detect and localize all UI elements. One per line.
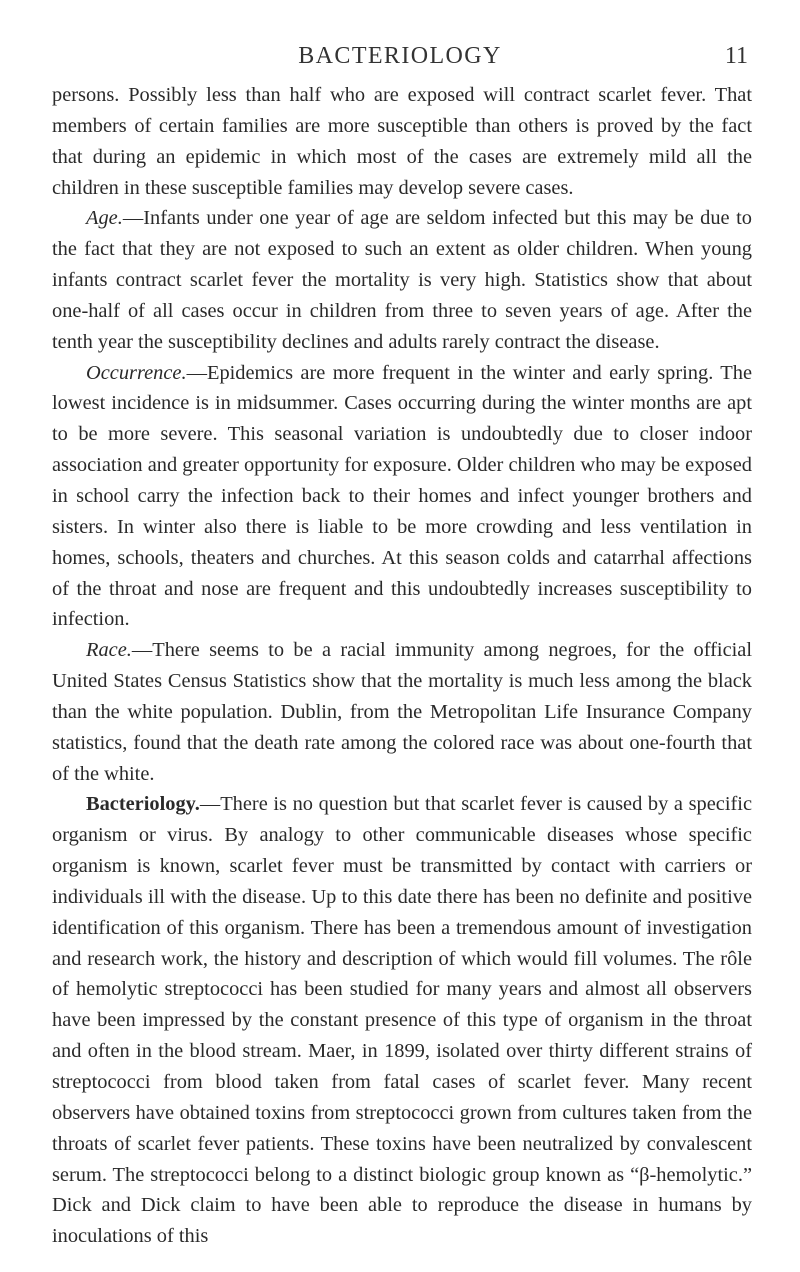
paragraph-text: —Epidemics are more frequent in the winter and early spring. The lowest incidence is in midsummer. Cases occurring during the winter months are apt to be more severe. This seasonal variation is undoubtedly due to closer indoor association and greater opportunity for exposure. Older children who may be exposed in school carry the infection back to their homes and infect younger brothers and sisters. In winter also there is liable to be more crowding and less ventilation in homes, schools, theaters and churches. At this season colds and catarrhal affections of the throat and nose are frequent and this undoubtedly increases susceptibility to infection. xyxy=(52,361,752,631)
paragraph-occurrence xyxy=(52,358,752,636)
paragraph-bacteriology xyxy=(52,789,752,1252)
paragraph-race xyxy=(52,635,752,789)
paragraph-continuation xyxy=(52,80,752,203)
section-heading-race: Race. xyxy=(86,639,132,662)
running-title: BACTERIOLOGY xyxy=(298,43,502,69)
paragraph-text: —Infants under one year of age are seldom infected but this may be due to the fact that they are not exposed to such an extent as older children. When young infants contract scarlet fever the mortality is very high. Statistics show that about one-half of all cases occur in children from three to seven years of age. After the tenth year the susceptibility declines and adults rarely contract the disease. xyxy=(52,207,752,353)
section-heading-age: Age. xyxy=(86,207,123,230)
page-number: 11 xyxy=(724,43,748,69)
running-head xyxy=(0,36,800,76)
section-heading-bacteriology: Bacteriology. xyxy=(86,793,200,816)
section-heading-occurrence: Occurrence. xyxy=(86,361,187,384)
paragraph-age xyxy=(52,203,752,357)
paragraph-text: persons. Possibly less than half who are exposed will contract scarlet fever. That members of certain families are more susceptible than others is proved by the fact that during an epidemic in which most of the cases are extremely mild all the children in these susceptible families may develop severe cases. xyxy=(52,84,752,199)
paragraph-text: —There is no question but that scarlet fever is caused by a specific organism or virus. By analogy to other communicable diseases whose specific organism is known, scarlet fever must be transmitted by contact with carriers or individuals ill with the disease. Up to this date there has been no definite and positive identification of this organism. There has been a tremendous amount of investigation and research work, the history and description of which would fill volumes. The rôle of hemolytic streptococci has been studied for many years and almost all observers have been impressed by the constant presence of this type of organism in the throat and often in the blood stream. Maer, in 1899, isolated over thirty different strains of streptococci from blood taken from fatal cases of scarlet fever. Many recent observers have obtained toxins from streptococci grown from cultures taken from the throats of scarlet fever patients. These toxins have been neutralized by convalescent serum. The streptococci belong to a distinct biologic group known as “β-hemolytic.” Dick and Dick claim to have been able to reproduce the disease in humans by inoculations of this xyxy=(52,793,752,1248)
body-text xyxy=(52,80,752,1252)
paragraph-text: —There seems to be a racial immunity among negroes, for the official United States Census Statistics show that the mortality is much less among the black than the white population. Dublin, from the Metropolitan Life Insurance Company statistics, found that the death rate among the colored race was about one-fourth that of the white. xyxy=(52,639,752,785)
